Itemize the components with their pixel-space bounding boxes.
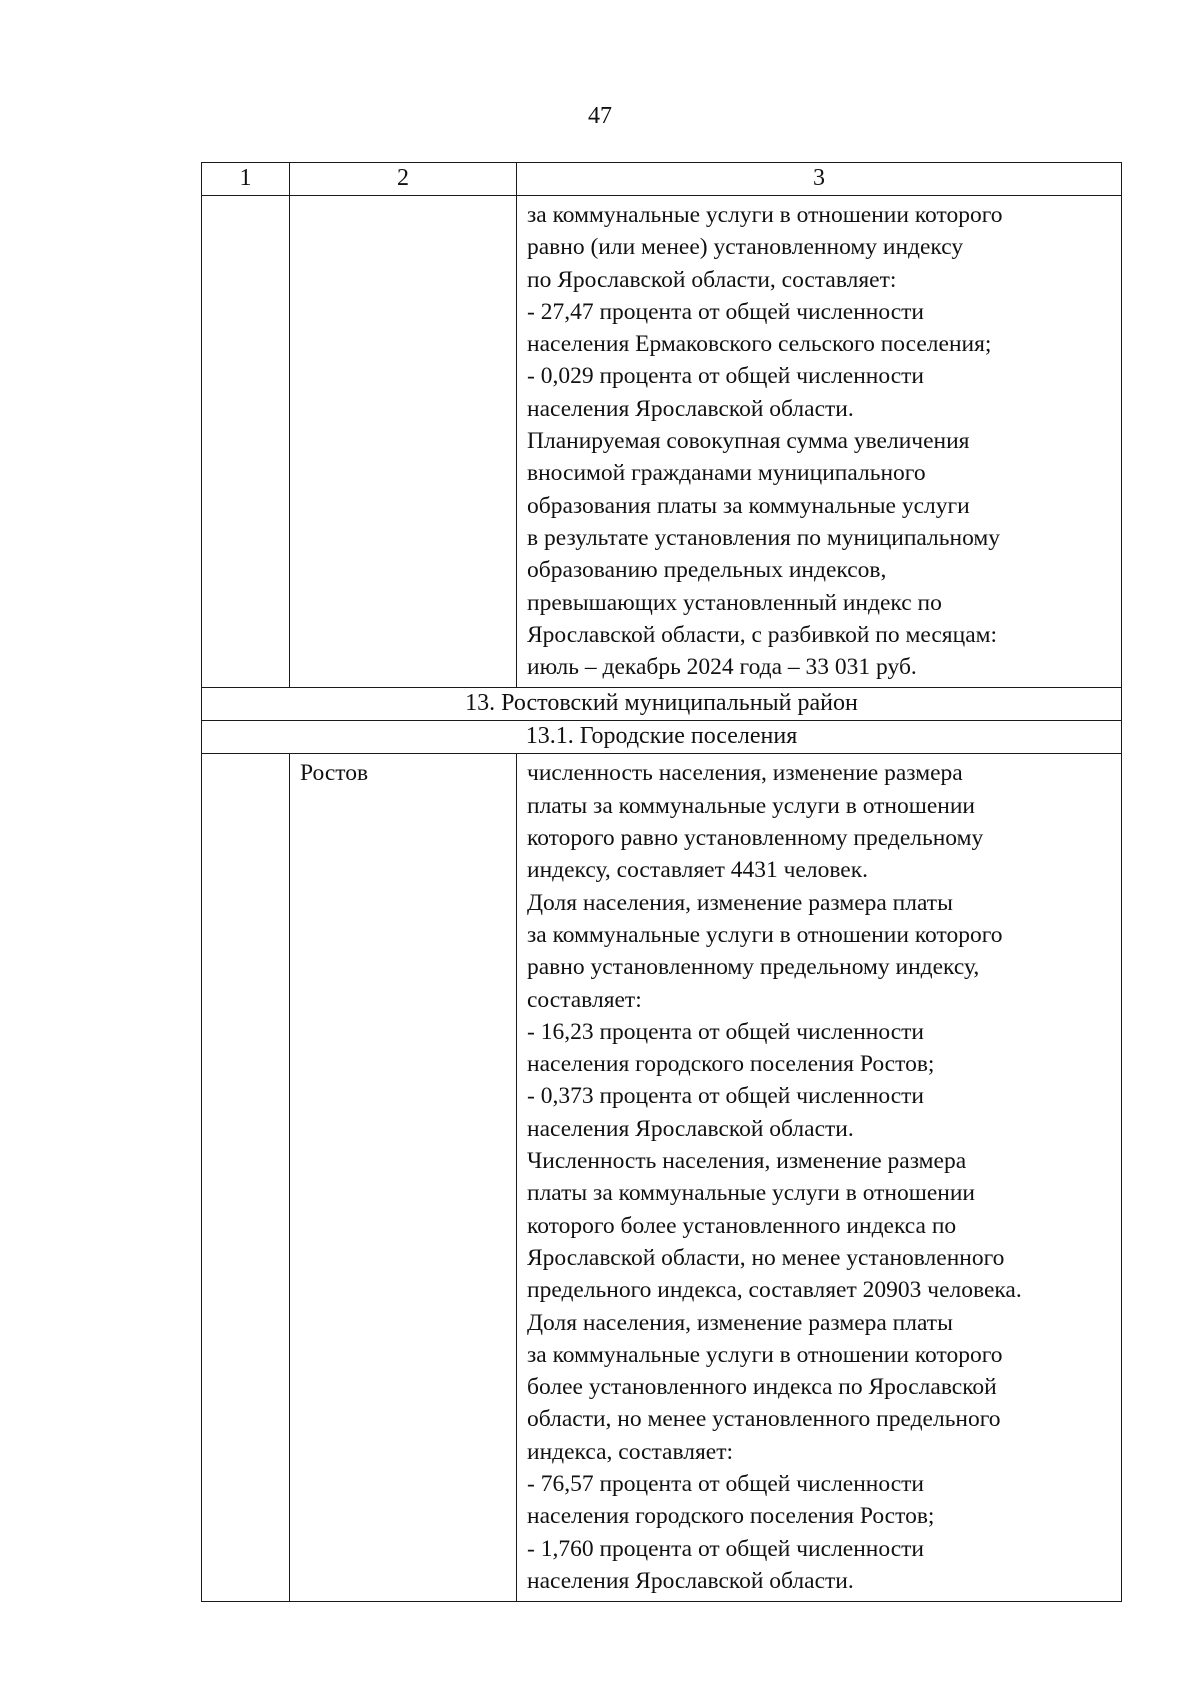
table-row-rostov	[202, 754, 1122, 1602]
text-line: индексу, составляет 4431 человек.	[527, 857, 869, 884]
empty-cell-name	[290, 196, 517, 688]
settlement-description-cell	[517, 754, 1122, 1602]
text-line: по Ярославской области, составляет:	[527, 266, 897, 293]
column-header-2: 2	[290, 163, 517, 196]
text-line: равно (или менее) установленному индексу	[527, 234, 964, 261]
document-table	[201, 162, 1122, 1602]
subsection-row	[202, 721, 1122, 754]
table-header-row	[202, 163, 1122, 196]
text-line: вносимой гражданами муниципального	[527, 460, 926, 487]
empty-cell-number	[202, 754, 290, 1602]
column-header-3: 3	[517, 163, 1122, 196]
text-line: в результате установления по муниципальному	[527, 524, 1001, 551]
table-row-continued	[202, 196, 1122, 688]
text-line: области, но менее установленного предельного	[527, 1406, 1001, 1433]
settlement-name: Ростов	[290, 754, 517, 1602]
text-line: населения Ярославской области.	[527, 1567, 854, 1594]
text-line: Доля населения, изменение размера платы	[527, 889, 953, 916]
text-line: - 0,373 процента от общей численности	[527, 1083, 924, 1110]
text-line: населения Ермаковского сельского поселения;	[527, 331, 992, 358]
text-line: Ярославской области, но менее установленного	[527, 1244, 1005, 1271]
text-line: индекса, составляет:	[527, 1438, 734, 1465]
text-line: платы за коммунальные услуги в отношении	[527, 792, 976, 819]
continued-text-cell	[517, 196, 1122, 688]
text-line: населения городского поселения Ростов;	[527, 1503, 935, 1530]
section-title: 13. Ростовский муниципальный район	[202, 688, 1122, 721]
text-line: населения Ярославской области.	[527, 1115, 854, 1142]
text-line: - 27,47 процента от общей численности	[527, 298, 924, 325]
text-line: за коммунальные услуги в отношении которого	[527, 202, 1003, 228]
text-line: которого более установленного индекса по	[527, 1212, 957, 1239]
text-line: населения городского поселения Ростов;	[527, 1051, 935, 1078]
text-line: равно установленному предельному индексу,	[527, 954, 980, 981]
text-line: за коммунальные услуги в отношении которого	[527, 1341, 1003, 1368]
text-line: предельного индекса, составляет 20903 человека.	[527, 1277, 1022, 1304]
text-line: составляет:	[527, 986, 642, 1013]
page-number: 47	[588, 103, 612, 129]
text-line: - 1,760 процента от общей численности	[527, 1535, 924, 1562]
text-line: более установленного индекса по Ярославской	[527, 1374, 997, 1401]
text-line: Численность населения, изменение размера	[527, 1148, 967, 1175]
text-line: превышающих установленный индекс по	[527, 589, 942, 616]
text-line: Ярославской области, с разбивкой по месяцам:	[527, 621, 998, 648]
column-header-1: 1	[202, 163, 290, 196]
text-line: - 0,029 процента от общей численности	[527, 363, 924, 390]
text-line: которого равно установленному предельному	[527, 825, 984, 852]
text-line: июль – декабрь 2024 года – 33 031 руб.	[527, 654, 917, 681]
subsection-title: 13.1. Городские поселения	[202, 721, 1122, 754]
text-line: - 16,23 процента от общей численности	[527, 1018, 924, 1045]
text-line: платы за коммунальные услуги в отношении	[527, 1180, 976, 1207]
section-row	[202, 688, 1122, 721]
text-line: за коммунальные услуги в отношении которого	[527, 921, 1003, 948]
text-line: численность населения, изменение размера	[527, 760, 963, 787]
text-line: населения Ярославской области.	[527, 395, 854, 422]
text-line: - 76,57 процента от общей численности	[527, 1470, 924, 1497]
text-line: Планируемая совокупная сумма увеличения	[527, 428, 970, 455]
empty-cell-number	[202, 196, 290, 688]
text-line: образованию предельных индексов,	[527, 557, 887, 584]
text-line: Доля населения, изменение размера платы	[527, 1309, 953, 1336]
text-line: образования платы за коммунальные услуги	[527, 492, 970, 519]
